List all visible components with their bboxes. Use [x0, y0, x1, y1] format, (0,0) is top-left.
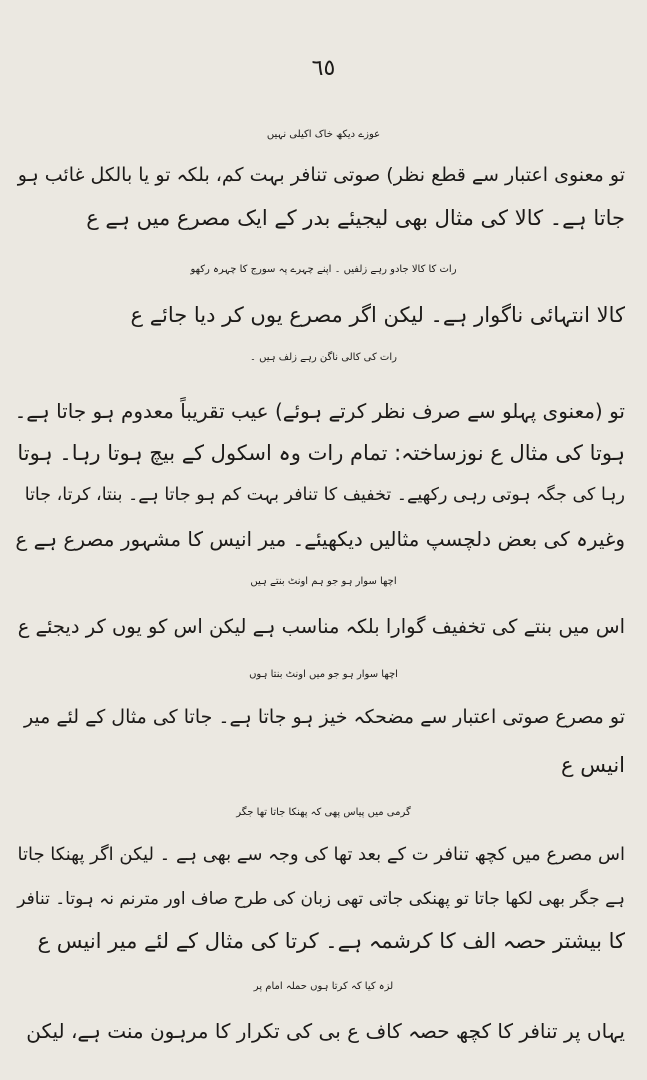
verse-line: اچھا سوار ہو جو ہم اونٹ بنتے ہیں [250, 576, 397, 587]
text-line: رہا کی جگہ ہوتی رہی رکھیے۔ تخفیف کا تنافر بہت کم ہو جاتا ہے۔ بنتا، کرتا، جاتا [24, 485, 625, 505]
verse-line: رات کا کالا جادو رہے زلفیں ۔ اپنے چہرے پہ سورج کا چہرہ رکھو [190, 264, 457, 275]
text-line: تو معنوی اعتبار سے قطع نظر) صوتی تنافر بہت کم، بلکہ تو یا بالکل غائب ہو [17, 164, 625, 186]
text-line: تو (معنوی پہلو سے صرف نظر کرتے ہوئے) عیب تقریباً معدوم ہو جاتا ہے۔ [14, 399, 625, 423]
text-line: تو مصرع صوتی اعتبار سے مضحکہ خیز ہو جاتا ہے۔ جاتا کی مثال کے لئے میر [23, 706, 625, 728]
verse-line: لزہ کیا کہ کرتا ہوں حملہ امام پر [253, 981, 394, 992]
text-line: کالا انتہائی ناگوار ہے۔ لیکن اگر مصرع یوں کر دیا جائے ع [130, 303, 625, 327]
verse-line: اچھا سوار ہو جو میں اونٹ بنتا ہوں [249, 669, 398, 680]
verse-line: گرمی میں پیاس پھی کہ پھنکا جاتا تھا جگر [236, 807, 411, 818]
verse-line: عوزے دیکھ خاک اکیلی نہیں [266, 129, 381, 140]
text-line: اس میں بنتے کی تخفیف گوارا بلکہ مناسب ہے لیکن اس کو یوں کر دیجئے ع [17, 615, 625, 638]
page-number: ٦٥ [311, 56, 336, 81]
text-line: جاتا ہے۔ کالا کی مثال بھی لیجیئے بدر کے ایک مصرع میں ہے ع [86, 206, 625, 230]
text-line: وغیرہ کی بعض دلچسپ مثالیں دیکھیئے۔ میر انیس کا مشہور مصرع ہے ع [15, 527, 625, 551]
text-line: ہے جگر بھی لکھا جاتا تو پھنکی جاتی تھی زبان کی طرح صاف اور مترنم نہ ہوتا۔ تنافر [17, 889, 625, 909]
text-line: یہاں پر تنافر کا کچھ حصہ کاف ع بی کی تکرار کا مرہون منت ہے، لیکن [26, 1019, 625, 1043]
text-line: اس مصرع میں کچھ تنافر ت کے بعد تھا کی وجہ سے بھی ہے ۔ لیکن اگر پھنکا جاتا [17, 844, 625, 865]
text-line: کا بیشتر حصہ الف کا کرشمہ ہے۔ کرتا کی مثال کے لئے میر انیس ع [37, 929, 625, 953]
text-line: انیس ع [561, 753, 625, 777]
text-line: ہوتا کی مثال ع نوزساختہ: تمام رات وہ اسکول کے بیچ ہوتا رہا۔ ہوتا [17, 441, 625, 465]
verse-line: رات کی کالی ناگن رہے زلف ہیں ۔ [250, 352, 397, 363]
